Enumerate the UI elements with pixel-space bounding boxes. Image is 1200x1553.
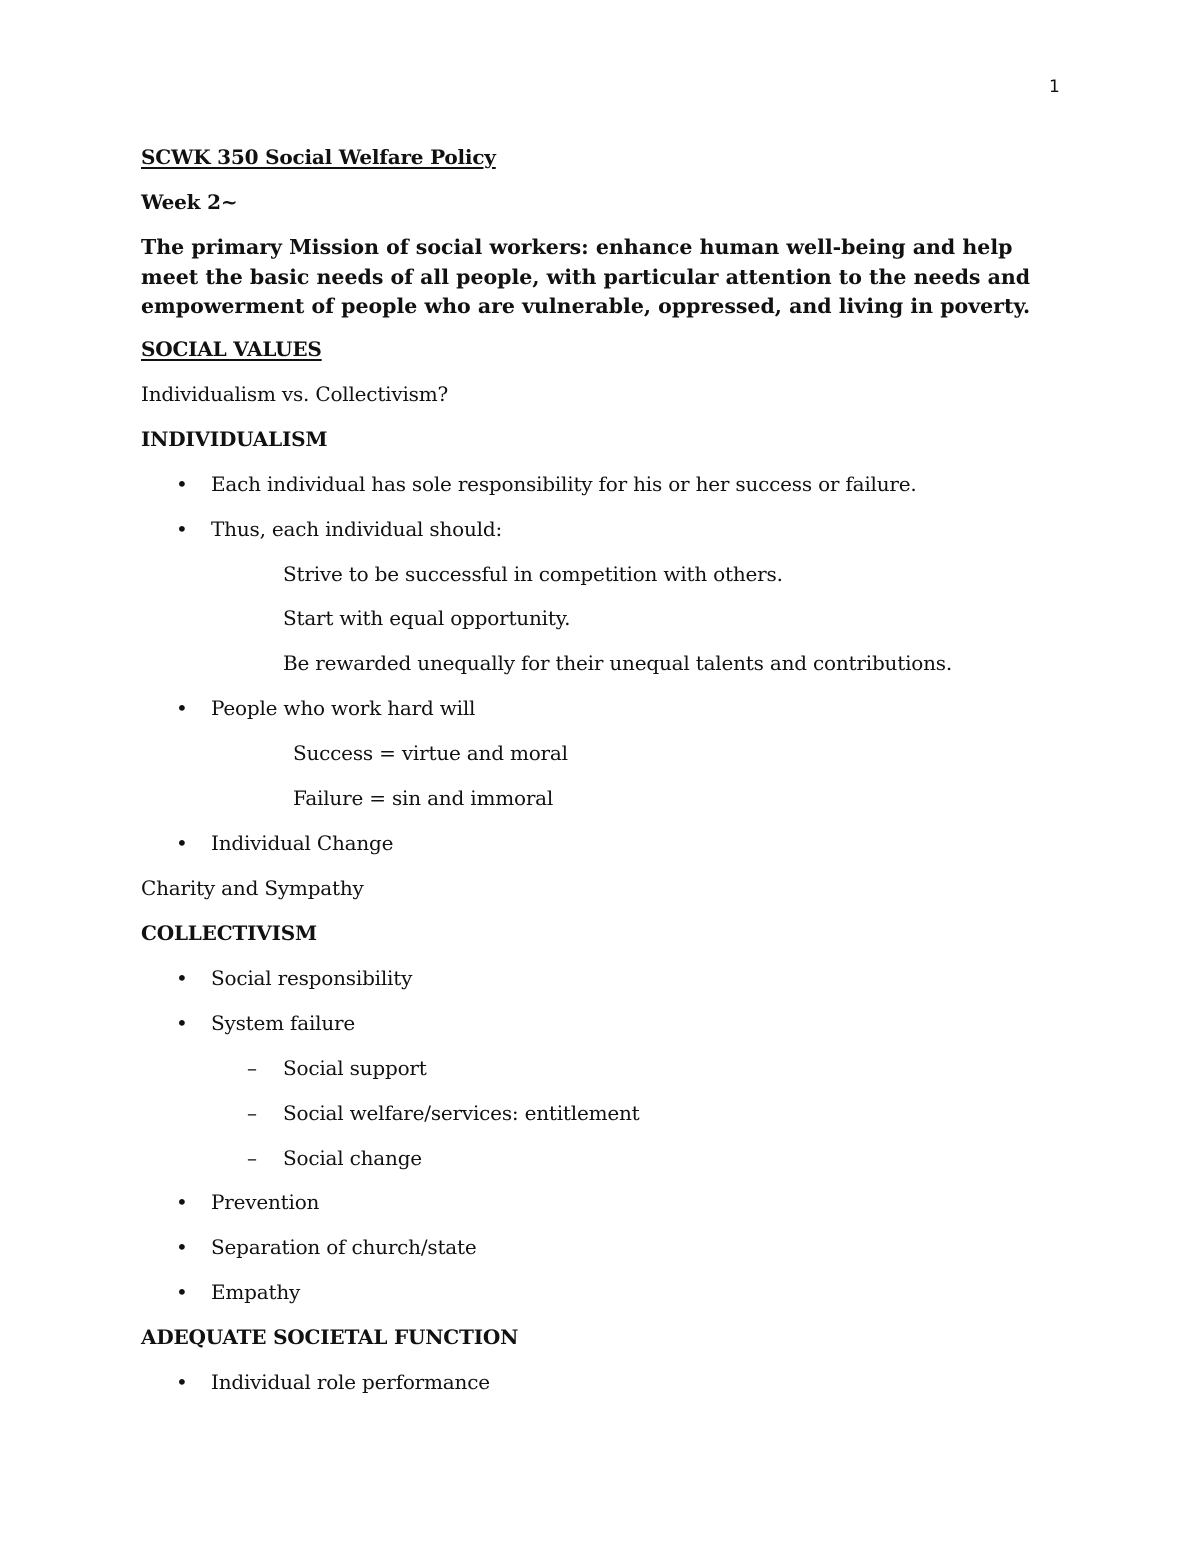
individualism-bullet-3: People who work hard will (211, 696, 476, 720)
course-title: SCWK 350 Social Welfare Policy (141, 145, 496, 169)
individualism-sub-4: Success = virtue and moral (293, 741, 568, 765)
bullet-marker: • (176, 1370, 188, 1394)
dash-marker: – (247, 1146, 257, 1170)
collectivism-bullet-4: Separation of church/state (211, 1235, 477, 1259)
individualism-bullet-4: Individual Change (211, 831, 394, 855)
bullet-marker: • (176, 1190, 188, 1214)
collectivism-heading: COLLECTIVISM (141, 921, 317, 945)
collectivism-bullet-2: System failure (211, 1011, 356, 1035)
collectivism-sub-1: Social support (283, 1056, 427, 1080)
collectivism-bullet-3: Prevention (211, 1190, 320, 1214)
individualism-sub-2: Start with equal opportunity. (283, 606, 571, 630)
collectivism-sub-3: Social change (283, 1146, 422, 1170)
adequate-societal-function-heading: ADEQUATE SOCIETAL FUNCTION (141, 1325, 519, 1349)
individualism-sub-1: Strive to be successful in competition with others. (283, 562, 783, 586)
bullet-marker: • (176, 831, 188, 855)
dash-marker: – (247, 1101, 257, 1125)
bullet-marker: • (176, 1235, 188, 1259)
individualism-heading: INDIVIDUALISM (141, 427, 328, 451)
collectivism-bullet-5: Empathy (211, 1280, 301, 1304)
bullet-marker: • (176, 517, 188, 541)
individualism-bullet-2: Thus, each individual should: (211, 517, 503, 541)
collectivism-bullet-1: Social responsibility (211, 966, 413, 990)
page-number: 1 (1049, 77, 1060, 97)
bullet-marker: • (176, 1011, 188, 1035)
bullet-marker: • (176, 696, 188, 720)
social-values-heading: SOCIAL VALUES (141, 337, 322, 361)
adequate-bullet-1: Individual role performance (211, 1370, 490, 1394)
bullet-marker: • (176, 966, 188, 990)
individualism-bullet-1: Each individual has sole responsibility for his or her success or failure. (211, 472, 917, 496)
collectivism-sub-2: Social welfare/services: entitlement (283, 1101, 640, 1125)
bullet-marker: • (176, 1280, 188, 1304)
comparison-question: Individualism vs. Collectivism? (141, 382, 448, 406)
individualism-sub-5: Failure = sin and immoral (293, 786, 554, 810)
week-label: Week 2~ (141, 190, 238, 214)
individualism-after-text: Charity and Sympathy (141, 876, 364, 900)
dash-marker: – (247, 1056, 257, 1080)
mission-statement: The primary Mission of social workers: enhance human well-being and help meet the basic needs of all people, with particular attention to the needs and empowerment of people who are vulnerable, oppressed, and living in poverty. (141, 235, 1031, 318)
bullet-marker: • (176, 472, 188, 496)
individualism-sub-3: Be rewarded unequally for their unequal talents and contributions. (283, 651, 953, 675)
